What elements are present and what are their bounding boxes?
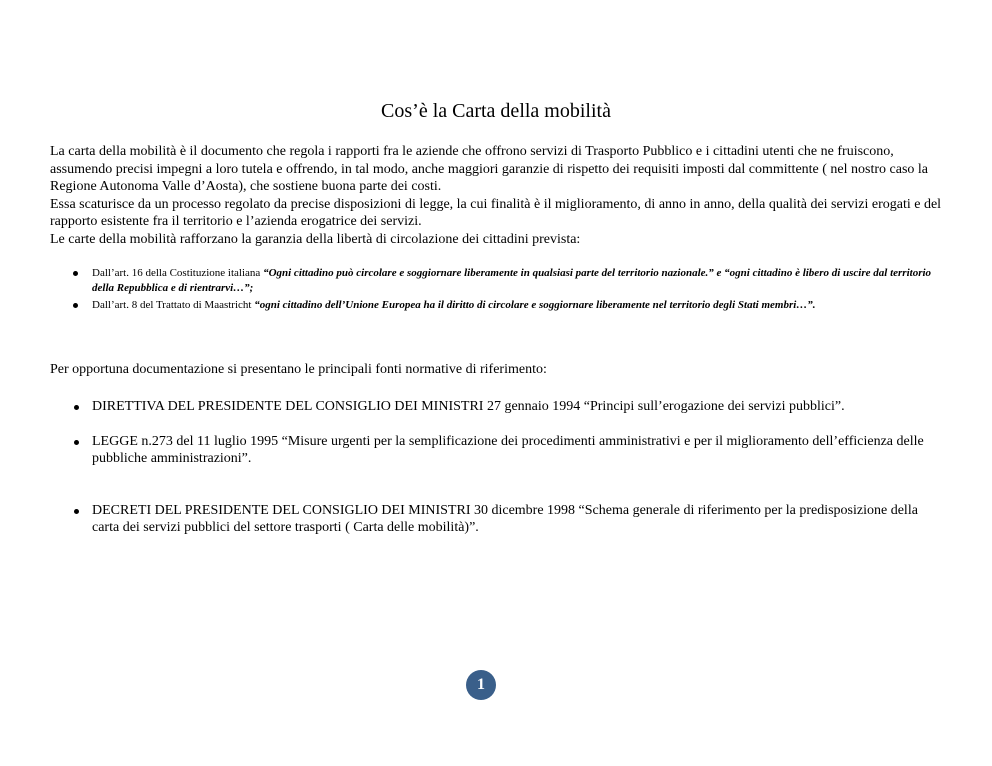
list-item: LEGGE n.273 del 11 luglio 1995 “Misure urgenti per la semplificazione dei procedimenti amministrativi e per il miglioramento dell’efficienza delle pubbliche amministrazioni”. (50, 433, 930, 468)
intro-paragraph: Le carte della mobilità rafforzano la garanzia della libertà di circolazione dei cittadini prevista: (50, 231, 581, 247)
page-title: Cos’è la Carta della mobilità (381, 100, 611, 122)
intro-paragraph: La carta della mobilità è il documento che regola i rapporti fra le aziende che offrono servizi di Trasporto Pubblico e i cittadini utenti che ne fruiscono, assumendo precisi impegni a loro tutela e offrendo, in tal modo, anche maggiori garanzie di rispetto dei requisiti imposti dal committente ( nel nostro caso la Regione Autonoma Valle d’Aosta), che sostiene buona parte dei costi. (50, 144, 929, 195)
page-number-badge: 1 (466, 670, 496, 700)
legal-references-list (50, 398, 930, 537)
sources-intro: Per opportuna documentazione si presentano le principali fonti normative di riferimento: (50, 362, 547, 377)
quote-text: “ogni cittadino dell’Unione Europea ha il diritto di circolare e soggiornare liberamente nel territorio degli Stati membri…”. (254, 299, 816, 311)
quote-source: Dall’art. 16 della Costituzione italiana (92, 267, 264, 279)
intro-text (50, 143, 950, 249)
list-item (50, 298, 950, 313)
list-item: DECRETI DEL PRESIDENTE DEL CONSIGLIO DEI MINISTRI 30 dicembre 1998 “Schema generale di riferimento per la predisposizione della carta dei servizi pubblici del settore trasporti ( Carta delle mobilità)”. (50, 502, 930, 537)
quote-text: “Ogni cittadino può circolare e soggiornare liberamente in qualsiasi parte del territorio nazionale.” e “ogni cittadino è libero di uscire dal territorio della Repubblica e di rientrarvi…”; (92, 267, 932, 294)
quote-source: Dall’art. 8 del Trattato di Maastricht (92, 299, 255, 311)
list-item (50, 266, 950, 296)
list-item: DIRETTIVA DEL PRESIDENTE DEL CONSIGLIO DEI MINISTRI 27 gennaio 1994 “Principi sull’erogazione dei servizi pubblici”. (50, 398, 930, 416)
constitution-quotes-list (50, 266, 950, 315)
intro-paragraph: Essa scaturisce da un processo regolato da precise disposizioni di legge, la cui finalità è il miglioramento, di anno in anno, della qualità dei servizi erogati e del rapporto esistente fra il territorio e l’azienda erogatrice dei servizi. (50, 196, 942, 230)
